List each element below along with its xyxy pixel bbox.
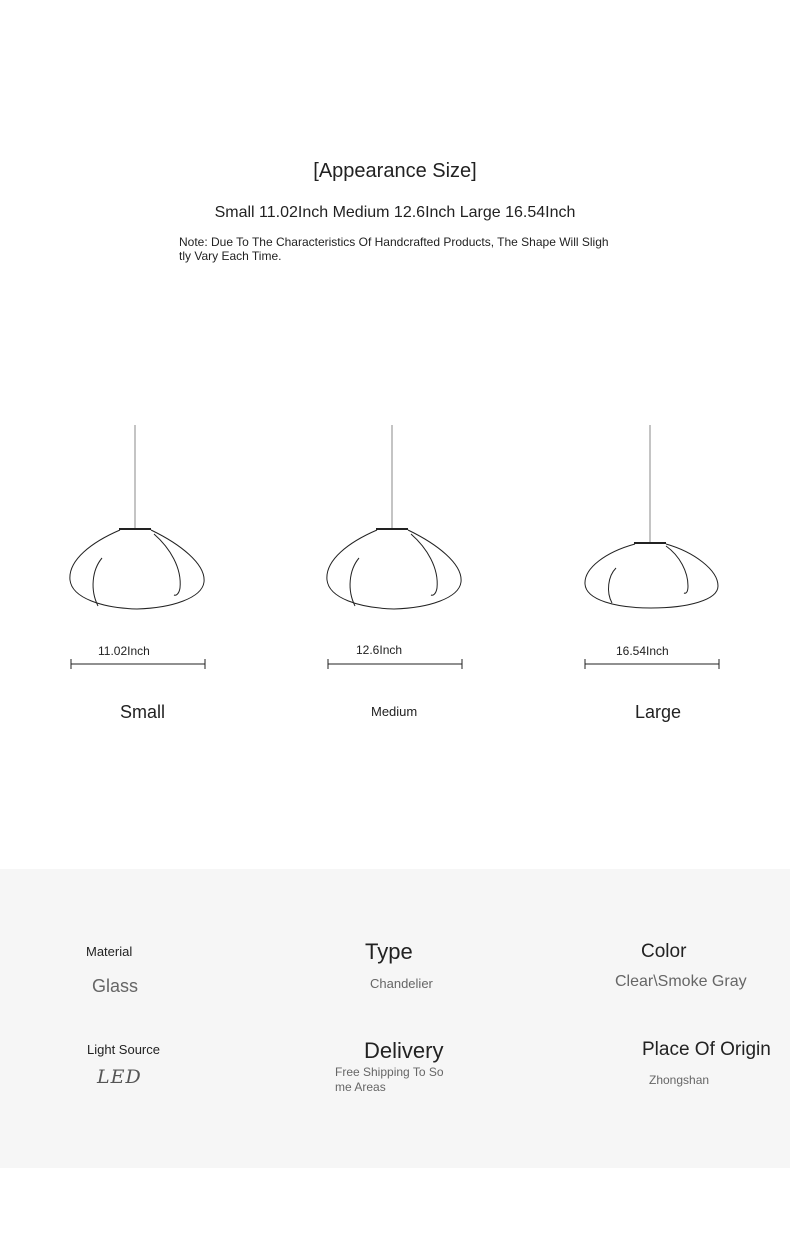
dimension-small: 11.02Inch: [98, 644, 150, 658]
spec-origin-key: Place Of Origin: [642, 1039, 771, 1060]
spec-color-value: Clear\Smoke Gray: [615, 973, 747, 990]
dimension-large: 16.54Inch: [616, 644, 669, 658]
lamp-large-drawing: [576, 420, 726, 620]
spec-light-source-key: Light Source: [87, 1042, 160, 1057]
size-label-large: Large: [635, 702, 682, 722]
dimension-bar-large: [584, 659, 720, 669]
spec-light-source-value: LED: [97, 1066, 142, 1088]
spec-material-key: Material: [86, 944, 133, 959]
spec-type-value: Chandelier: [370, 976, 433, 991]
section-title: [Appearance Size]: [313, 160, 477, 182]
spec-panel: [0, 869, 790, 1168]
dimension-medium: 12.6Inch: [356, 643, 403, 657]
lamp-small-drawing: [62, 420, 212, 620]
dimension-bar-medium: [327, 659, 463, 669]
dimension-bar-small: [70, 659, 206, 669]
size-summary: Small 11.02Inch Medium 12.6Inch Large 16.54Inch: [214, 204, 576, 221]
size-label-medium: Medium: [371, 704, 418, 719]
spec-color-key: Color: [641, 941, 687, 962]
spec-type-key: Type: [365, 939, 413, 964]
spec-origin-value: Zhongshan: [649, 1073, 710, 1087]
lamp-medium-drawing: [319, 420, 469, 620]
spec-delivery-key: Delivery: [364, 1038, 444, 1063]
size-label-small: Small: [120, 702, 166, 722]
spec-delivery-value: Free Shipping To Some Areas: [335, 1065, 444, 1094]
handcrafted-note: Note: Due To The Characteristics Of Handcrafted Products, The Shape Will Slightly Vary Each Time.: [179, 235, 609, 263]
spec-material-value: Glass: [92, 976, 139, 996]
